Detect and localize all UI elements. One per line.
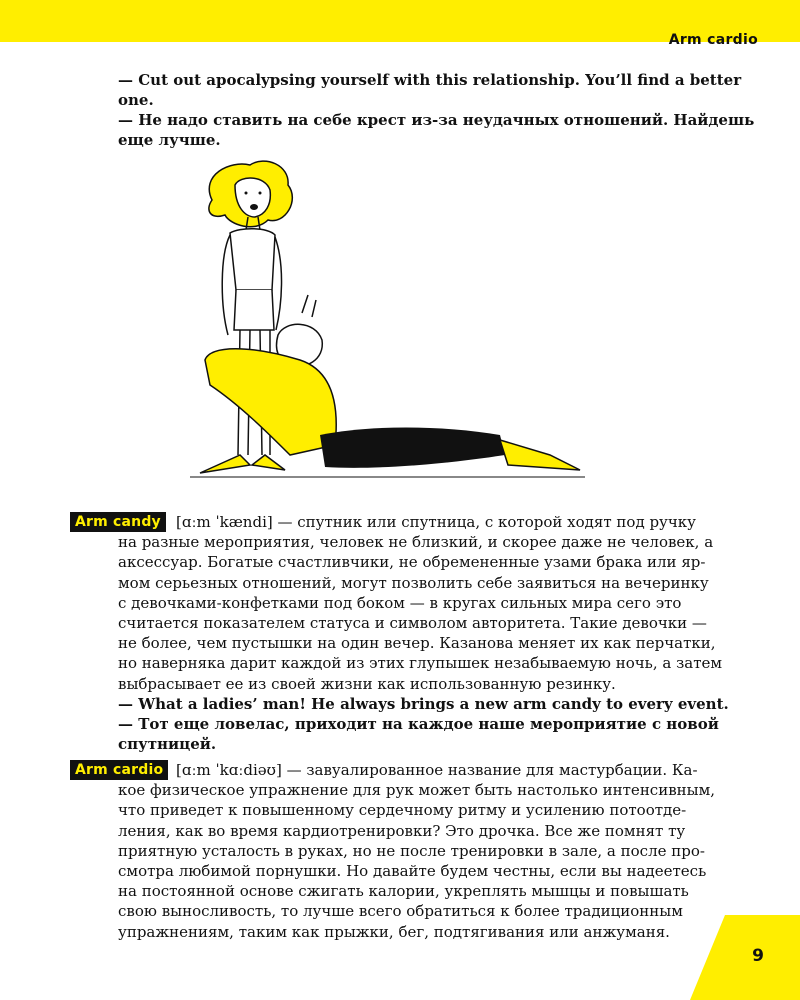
- term-arm-cardio: Arm cardio: [70, 760, 168, 780]
- entry-line: упражнениям, таким как прыжки, бег, подтягивания или анжуманя.: [118, 922, 670, 941]
- entry-line: [ɑːm ˈkændi] — спутник или спутница, с которой ходят под ручку: [176, 513, 696, 531]
- top-example: [118, 70, 755, 150]
- entry-line: что приведет к повышенному сердечному ритму и усилению потоотде-: [118, 801, 687, 820]
- page-corner-yellow-tab: [690, 915, 800, 1000]
- example-en-line: one.: [118, 91, 154, 109]
- entry-arm-cardio: [118, 760, 716, 942]
- entry-line: но наверняка дарит каждой из этих глупышек незабываемую ночь, а затем: [118, 654, 723, 673]
- entry-arm-candy: [118, 512, 729, 754]
- entry-line: ления, как во время кардиотренировки? Это дрочка. Все же помнят ту: [118, 821, 686, 840]
- woman-standing-man-hugging-legs-illustration: [190, 155, 590, 485]
- example-ru-line: еще лучше.: [118, 131, 221, 149]
- example-ru-line: — Тот еще ловелас, приходит на каждое наше мероприятие с новой: [118, 715, 719, 734]
- entry-line: на постоянной основе сжигать калории, укреплять мышцы и повышать: [118, 882, 689, 901]
- entry-line: мом серьезных отношений, могут позволить себе заявиться на вечеринку: [118, 573, 709, 592]
- entry-line: приятную усталость в руках, но не после тренировки в зале, а после про-: [118, 841, 705, 860]
- entry-line: кое физическое упражнение для рук может быть настолько интенсивным,: [118, 781, 716, 800]
- entry-line: свою выносливость, то лучше всего обратиться к более традиционным: [118, 902, 683, 921]
- example-ru-line: — Не надо ставить на себе крест из-за неудачных отношений. Найдешь: [118, 111, 755, 129]
- example-ru-line: спутницей.: [118, 735, 217, 754]
- entry-line: аксессуар. Богатые счастливчики, не обремененные узами брака или яр-: [118, 553, 706, 572]
- example-en-line: — Cut out apocalypsing yourself with this relationship. You’ll find a better: [118, 71, 742, 89]
- entry-line: смотра любимой порнушки. Но давайте будем честны, если вы надеетесь: [118, 862, 707, 881]
- entry-line: не более, чем пустышки на один вечер. Казанова меняет их как перчатки,: [118, 634, 716, 653]
- running-title: Arm cardio: [668, 32, 758, 48]
- entry-line: [ɑːm ˈkɑːdiəʊ] — завуалированное название для мастурбации. Ка-: [176, 761, 698, 779]
- term-arm-candy: Arm candy: [70, 512, 166, 532]
- entry-line: выбрасывает ее из своей жизни как использованную резинку.: [118, 674, 616, 693]
- page-number: 9: [752, 946, 764, 966]
- entry-line: с девочками-конфетками под боком — в кругах сильных мира сего это: [118, 593, 682, 612]
- example-en-line: — What a ladies’ man! He always brings a new arm candy to every event.: [118, 694, 729, 713]
- entry-line: на разные мероприятия, человек не близкий, и скорее даже не человек, а: [118, 533, 714, 552]
- entry-line: считается показателем статуса и символом авторитета. Такие девочки —: [118, 614, 707, 633]
